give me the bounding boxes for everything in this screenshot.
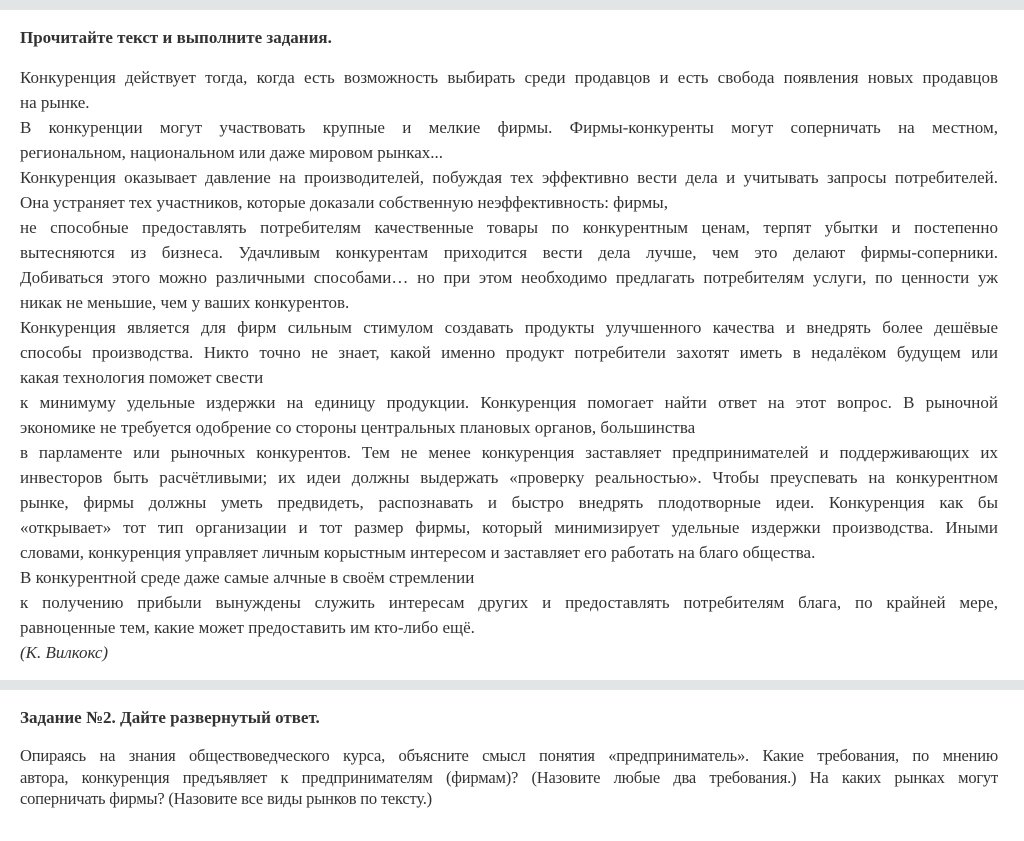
passage-line: Она устраняет тех участников, которые доказали собственную неэффективность: фирмы, bbox=[20, 193, 668, 212]
passage-line: рынке, фирмы должны уметь предвидеть, распознавать и быстро внедрять плодотворные идеи. Конкуренция как бы bbox=[20, 493, 998, 512]
passage-line: Добиваться этого можно различными способами… но при этом необходимо предлагать потребителям услуги, по ценности уж bbox=[20, 268, 998, 287]
passage-line: на рынке. bbox=[20, 93, 90, 112]
passage-line: никак не меньшие, чем у ваших конкурентов. bbox=[20, 293, 350, 312]
passage-line: к получению прибыли вынуждены служить интересам других и предоставлять потребителям блага, по крайней мере, bbox=[20, 593, 998, 612]
task-title: Задание №2. Дайте развернутый ответ. bbox=[20, 708, 320, 727]
section-divider bbox=[0, 680, 1024, 690]
task-section bbox=[20, 708, 998, 810]
passage-line: способы производства. Никто точно не знает, какой именно продукт потребители захотят иметь в недалёком будущем или bbox=[20, 343, 998, 362]
passage-line: В конкурентной среде даже самые алчные в своём стремлении bbox=[20, 568, 475, 587]
passage-line: «открывает» тот тип организации и тот размер фирмы, который минимизирует удельные издержки производства. Иными bbox=[20, 518, 998, 537]
passage-line: не способные предоставлять потребителям качественные товары по конкурентным ценам, терпят убытки и постепенно bbox=[20, 218, 998, 237]
passage-text bbox=[20, 65, 998, 640]
task-line: соперничать фирмы? (Назовите все виды рынков по тексту.) bbox=[20, 789, 432, 808]
passage-line: какая технология поможет свести bbox=[20, 368, 264, 387]
passage-line: Конкуренция оказывает давление на производителей, побуждая тех эффективно вести дела и учитывать запросы потребителей. bbox=[20, 168, 998, 187]
task-text bbox=[20, 745, 998, 810]
passage-line: вытесняются из бизнеса. Удачливым конкурентам приходится вести дела лучше, чем это делают фирмы-соперники. bbox=[20, 243, 998, 262]
passage-line: инвесторов быть расчётливыми; их идеи должны выдержать «проверку реальностью». Чтобы преуспевать на конкурентном bbox=[20, 468, 998, 487]
passage-line: Конкуренция является для фирм сильным стимулом создавать продукты улучшенного качества и внедрять более дешёвые bbox=[20, 318, 998, 337]
passage-author: (К. Вилкокс) bbox=[20, 643, 109, 662]
passage-line: в парламенте или рыночных конкурентов. Тем не менее конкуренция заставляет предпринимателей и поддерживающих их bbox=[20, 443, 998, 462]
passage-line: экономике не требуется одобрение со стороны центральных плановых органов, большинства bbox=[20, 418, 696, 437]
task-line: Опираясь на знания обществоведческого курса, объясните смысл понятия «предприниматель». Какие требования, по мнению bbox=[20, 746, 998, 765]
task-line: автора, конкуренция предъявляет к предпринимателям (фирмам)? (Назовите любые два требования.) На каких рынках могут bbox=[20, 767, 998, 787]
passage-line: В конкуренции могут участвовать крупные и мелкие фирмы. Фирмы-конкуренты могут соперничать на местном, bbox=[20, 118, 998, 137]
passage-line: Конкуренция действует тогда, когда есть возможность выбирать среди продавцов и есть свобода появления новых продавцов bbox=[20, 68, 998, 87]
reading-section bbox=[20, 28, 998, 665]
section-title: Прочитайте текст и выполните задания. bbox=[20, 28, 332, 47]
passage-line: к минимуму удельные издержки на единицу продукции. Конкуренция помогает найти ответ на этот вопрос. В рыночной bbox=[20, 393, 998, 412]
top-divider bbox=[0, 0, 1024, 10]
passage-line: словами, конкуренция управляет личным корыстным интересом и заставляет его работать на благо общества. bbox=[20, 543, 816, 562]
passage-line: равноценные тем, какие может предоставить им кто-либо ещё. bbox=[20, 618, 475, 637]
passage-line: региональном, национальном или даже мировом рынках... bbox=[20, 143, 444, 162]
